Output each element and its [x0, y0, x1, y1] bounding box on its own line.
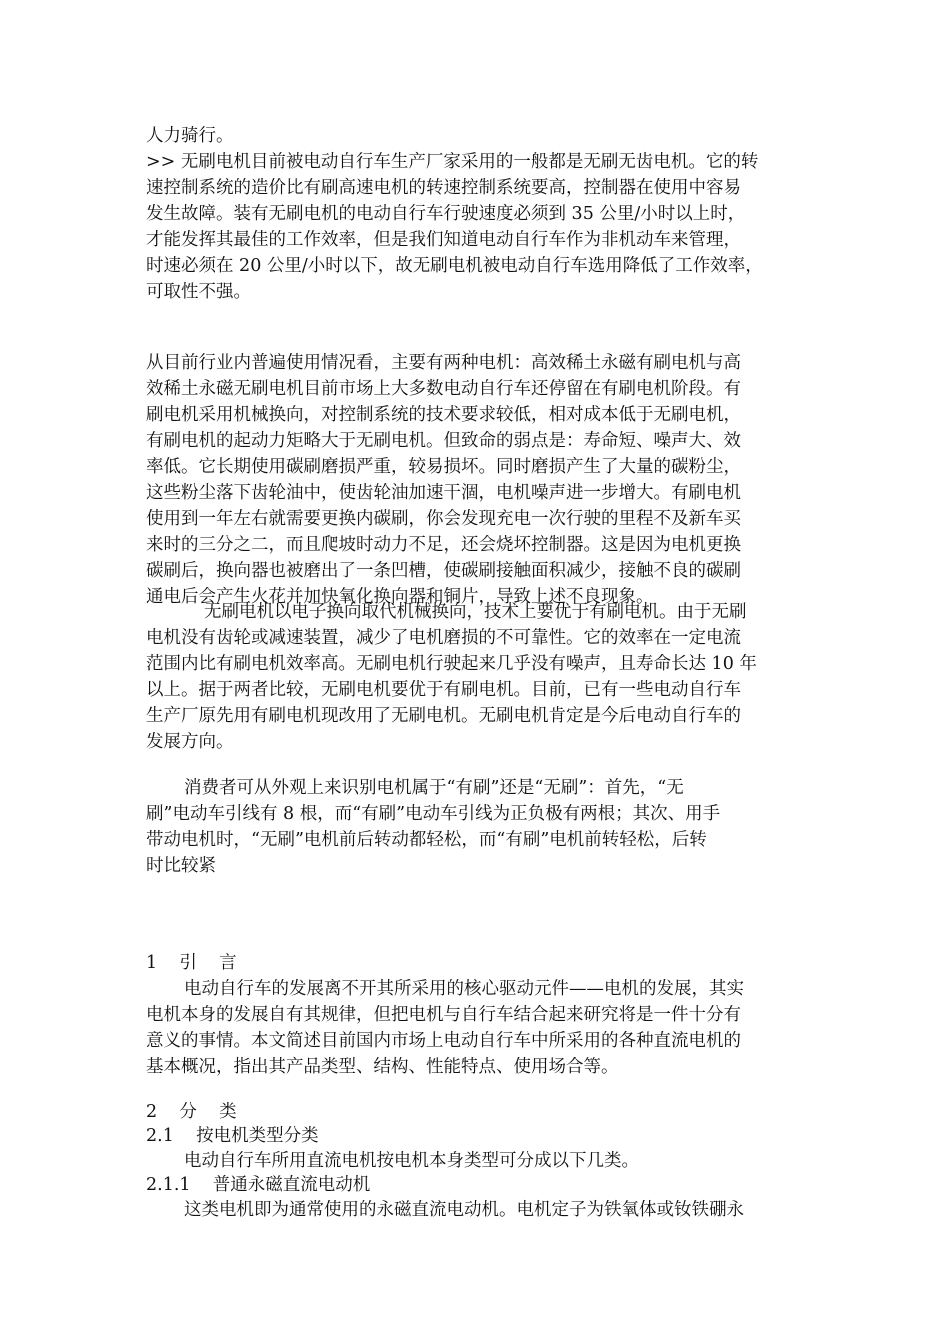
text-line: 时速必须在 20 公里/小时以下，故无刷电机被电动自行车选用降低了工作效率， — [146, 256, 763, 276]
text-line: 范围内比有刷电机效率高。无刷电机行驶起来几乎没有噪声，且寿命长达 10 年 — [146, 654, 757, 674]
text-line: 才能发挥其最佳的工作效率，但是我们知道电动自行车作为非机动车来管理， — [146, 230, 741, 250]
text-line: 以上。据于两者比较，无刷电机要优于有刷电机。目前，已有一些电动自行车 — [146, 680, 741, 700]
text-line: 效稀土永磁无刷电机目前市场上大多数电动自行车还停留在有刷电机阶段。有 — [146, 379, 741, 399]
text-line: 意义的事情。本文简述目前国内市场上电动自行车中所采用的各种直流电机的 — [146, 1031, 741, 1051]
text-line: 率低。它长期使用碳刷磨损严重，较易损坏。同时磨损产生了大量的碳粉尘， — [146, 457, 741, 477]
paragraph-first-line: 这类电机即为通常使用的永磁直流电动机。电机定子为铁氧体或钕铁硼永 — [184, 1200, 744, 1220]
text-line: 这些粉尘落下齿轮油中，使齿轮油加速干涸，电机噪声进一步增大。有刷电机 — [146, 483, 741, 503]
section-heading: 2 分 类 — [146, 1102, 237, 1122]
text-line: 刷电机采用机械换向，对控制系统的技术要求较低，相对成本低于无刷电机， — [146, 405, 741, 425]
text-line: 电机本身的发展自有其规律，但把电机与自行车结合起来研究将是一件十分有 — [146, 1005, 741, 1025]
text-line: 电机没有齿轮或减速装置，减少了电机磨损的不可靠性。它的效率在一定电流 — [146, 628, 741, 648]
text-line: 人力骑行。 — [146, 126, 234, 146]
subsection-heading: 2.1.1 普通永磁直流电动机 — [146, 1175, 371, 1195]
paragraph-first-line: 电动自行车的发展离不开其所采用的核心驱动元件——电机的发展，其实 — [184, 979, 744, 999]
paragraph-first-line: 电动自行车所用直流电机按电机本身类型可分成以下几类。 — [184, 1151, 639, 1171]
text-line: 来时的三分之二，而且爬坡时动力不足，还会烧坏控制器。这是因为电机更换 — [146, 535, 741, 555]
text-line: 生产厂原先用有刷电机现改用了无刷电机。无刷电机肯定是今后电动自行车的 — [146, 706, 741, 726]
text-line: 带动电机时，“无刷”电机前后转动都轻松，而“有刷”电机前转轻松，后转 — [146, 830, 707, 850]
text-line: 发生故障。装有无刷电机的电动自行车行驶速度必须到 35 公里/小时以上时， — [146, 204, 746, 224]
text-line: 从目前行业内普遍使用情况看，主要有两种电机：高效稀土永磁有刷电机与高 — [146, 353, 741, 373]
section-heading: 1 引 言 — [146, 953, 237, 973]
text-line: 通电后会产生火花并加快氧化换向器和铜片，导致上述不良现象。 — [146, 587, 654, 607]
text-line: 可取性不强。 — [146, 282, 251, 302]
text-line: 发展方向。 — [146, 732, 234, 752]
text-line: 使用到一年左右就需要更换内碳刷，你会发现充电一次行驶的里程不及新车买 — [146, 509, 741, 529]
text-line: 碳刷后，换向器也被磨出了一条凹槽，使碳刷接触面积减少，接触不良的碳刷 — [146, 561, 741, 581]
text-line: 刷”电动车引线有 8 根，而“有刷”电动车引线为正负极有两根；其次、用手 — [146, 804, 721, 824]
text-line: >> 无刷电机目前被电动自行车生产厂家采用的一般都是无刷无齿电机。它的转 — [146, 152, 759, 172]
text-line: 基本概况，指出其产品类型、结构、性能特点、使用场合等。 — [146, 1057, 619, 1077]
paragraph-first-line: 消费者可从外观上来识别电机属于“有刷”还是“无刷”：首先，“无 — [184, 778, 684, 798]
subsection-heading: 2.1 按电机类型分类 — [146, 1126, 319, 1146]
text-line: 速控制系统的造价比有刷高速电机的转速控制系统要高，控制器在使用中容易 — [146, 178, 741, 198]
text-line: 有刷电机的起动力矩略大于无刷电机。但致命的弱点是：寿命短、噪声大、效 — [146, 431, 741, 451]
text-line: 时比较紧 — [146, 856, 216, 876]
paragraph-first-line: 无刷电机以电子换向取代机械换向，技术上要优于有刷电机。由于无刷 — [204, 602, 747, 622]
